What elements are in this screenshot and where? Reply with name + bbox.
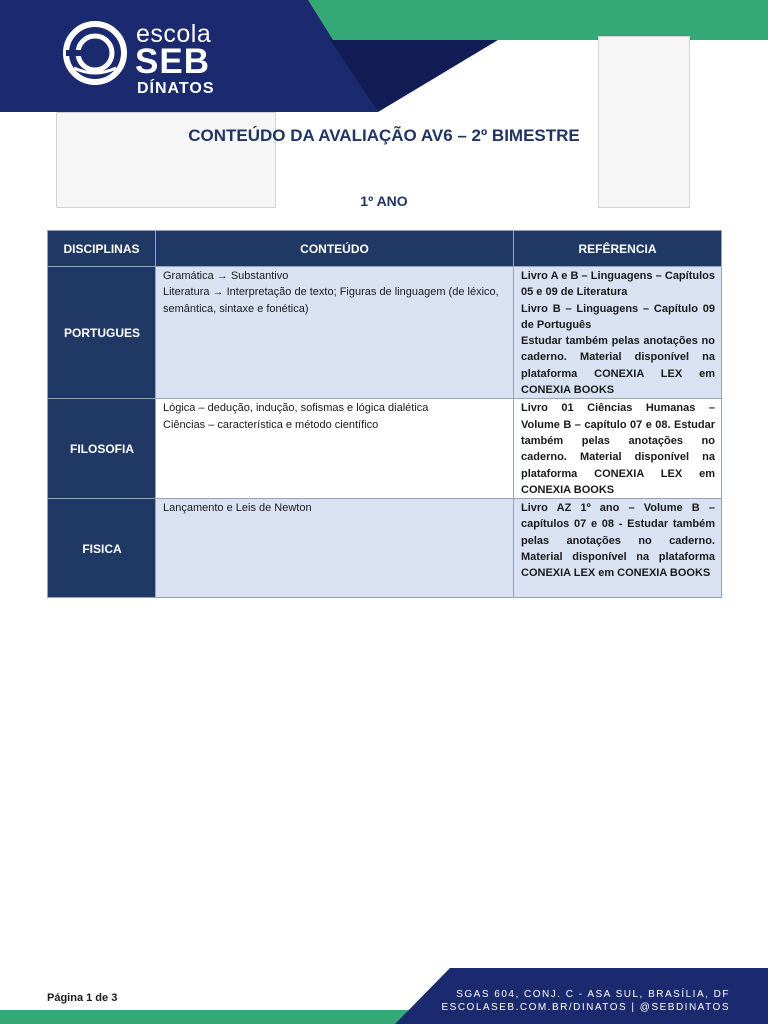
reference-line: Livro B – Linguagens – Capítulo 09 de Português: [521, 302, 715, 331]
logo-word-seb: SEB: [135, 42, 210, 81]
page-number: Página 1 de 3: [47, 992, 118, 1004]
content-cell: [156, 267, 514, 399]
header-conteudo: CONTEÚDO: [156, 231, 514, 267]
discipline-cell: FILOSOFIA: [48, 399, 156, 499]
content-line: Literatura → Interpretação de texto; Figuras de linguagem (de léxico, semântica, sintaxe e fonética): [163, 286, 499, 315]
reference-cell: [514, 499, 722, 598]
table-row: [48, 499, 722, 598]
content-line: Lógica – dedução, indução, sofismas e lógica dialética: [163, 402, 429, 415]
reference-cell: [514, 267, 722, 399]
logo-circle-icon: [62, 20, 132, 90]
content-line: Lançamento e Leis de Newton: [163, 502, 312, 515]
content-line: Gramática → Substantivo: [163, 270, 289, 282]
content-cell: [156, 499, 514, 598]
reference-cell: [514, 399, 722, 499]
discipline-cell: PORTUGUES: [48, 267, 156, 399]
document-grade: 1º ANO: [360, 193, 408, 209]
reference-line: Livro AZ 1º ano – Volume B – capítulos 07 e 08 - Estudar também pelas anotações no caderno. Material disponível na plataforma CONEXIA LEX em CONEXIA BOOKS: [521, 502, 715, 580]
header-disciplinas: DISCIPLINAS: [48, 231, 156, 267]
exam-content-table: [47, 230, 722, 598]
reference-line: Livro 01 Ciências Humanas – Volume B – capítulo 07 e 08. Estudar também pelas anotações no caderno. Material disponível na plataforma CONEXIA LEX em CONEXIA BOOKS: [521, 402, 715, 496]
footer-address-line1: SGAS 604, CONJ. C - ASA SUL, BRASÍLIA, DF: [456, 989, 730, 1000]
content-line: Ciências – característica e método científico: [163, 418, 379, 431]
header-referencia: REFÊRENCIA: [514, 231, 722, 267]
content-cell: [156, 399, 514, 499]
discipline-cell: FISICA: [48, 499, 156, 598]
logo-word-escola: escola: [136, 20, 212, 48]
footer-address-line2: ESCOLASEB.COM.BR/DINATOS | @SEBDINATOS: [441, 1002, 730, 1013]
reference-line: Estudar também pelas anotações no caderno. Material disponível na plataforma CONEXIA LEX em CONEXIA BOOKS: [521, 335, 715, 397]
footer-address: [430, 988, 730, 1014]
reference-line: Livro A e B – Linguagens – Capítulos 05 e 09 de Literatura: [521, 270, 715, 299]
logo-word-dinatos: DÍNATOS: [137, 80, 215, 97]
table-row: [48, 399, 722, 499]
document-title: CONTEÚDO DA AVALIAÇÃO AV6 – 2º BIMESTRE: [188, 126, 580, 145]
table-row: [48, 267, 722, 399]
table-header-row: [48, 231, 722, 267]
